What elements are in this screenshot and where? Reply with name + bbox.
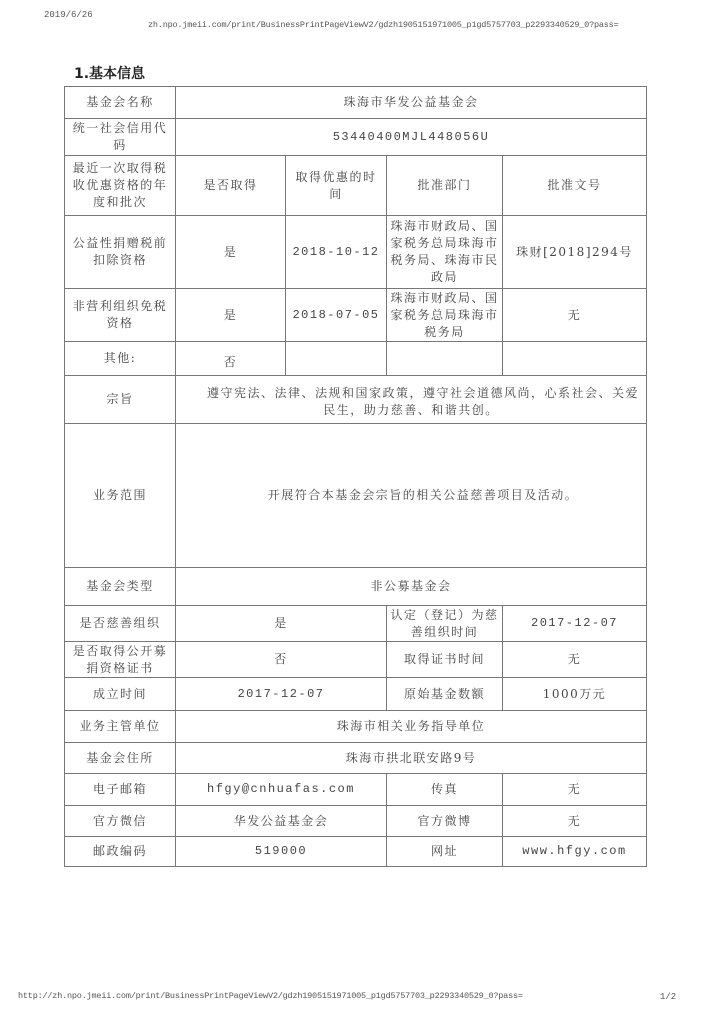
value-credit-code: 53440400MJL448056U	[176, 119, 647, 156]
value-public-fundraising: 否	[176, 642, 387, 678]
value-initial-fund: 1000万元	[503, 678, 647, 711]
label-supervisor: 业务主管单位	[65, 711, 176, 743]
value-business-scope	[176, 424, 647, 568]
value-charity-recognition-date: 2017-12-07	[503, 606, 647, 642]
page-number: 1/2	[660, 992, 677, 1002]
row-credit-code	[65, 119, 647, 156]
label-tax-qualification: 最近一次取得税收优惠资格的年度和批次	[65, 156, 176, 216]
row-public-fundraising	[65, 642, 647, 678]
row-foundation-type	[65, 568, 647, 606]
value-purpose	[176, 376, 647, 424]
label-website: 网址	[387, 837, 503, 867]
value-foundation-name: 珠海市华发公益基金会	[176, 87, 647, 119]
label-established: 成立时间	[65, 678, 176, 711]
label-address: 基金会住所	[65, 743, 176, 774]
tax-other-obtained: 否	[176, 342, 286, 376]
label-tax-exempt: 非营利组织免税资格	[65, 289, 176, 342]
value-wechat: 华发公益基金会	[176, 806, 387, 837]
label-charity-org: 是否慈善组织	[65, 606, 176, 642]
value-foundation-type: 非公募基金会	[176, 568, 647, 606]
tax-deduction-date: 2018-10-12	[286, 216, 387, 289]
value-charity-org: 是	[176, 606, 387, 642]
tax-deduction-doc-no: 珠财[2018]294号	[503, 216, 647, 289]
row-tax-exempt	[65, 289, 647, 342]
label-fax: 传真	[387, 774, 503, 806]
header-date: 取得优惠的时间	[286, 156, 387, 216]
business-scope-text: 开展符合本基金会宗旨的相关公益慈善项目及活动。	[267, 488, 579, 502]
label-postcode: 邮政编码	[65, 837, 176, 867]
row-tax-header	[65, 156, 647, 216]
label-email: 电子邮箱	[65, 774, 176, 806]
value-established: 2017-12-07	[176, 678, 387, 711]
label-weibo: 官方微博	[387, 806, 503, 837]
label-initial-fund: 原始基金数额	[387, 678, 503, 711]
header-obtained: 是否取得	[176, 156, 286, 216]
row-established	[65, 678, 647, 711]
tax-exempt-doc-no: 无	[503, 289, 647, 342]
label-wechat: 官方微信	[65, 806, 176, 837]
label-charity-recognition-date: 认定（登记）为慈善组织时间	[387, 606, 503, 642]
row-purpose	[65, 376, 647, 424]
label-tax-deduction: 公益性捐赠税前扣除资格	[65, 216, 176, 289]
label-certificate-date: 取得证书时间	[387, 642, 503, 678]
label-purpose: 宗旨	[65, 376, 176, 424]
row-tax-other	[65, 342, 647, 376]
label-foundation-type: 基金会类型	[65, 568, 176, 606]
row-charity-org	[65, 606, 647, 642]
value-website: www.hfgy.com	[503, 837, 647, 867]
value-address: 珠海市拱北联安路9号	[176, 743, 647, 774]
row-tax-deduction	[65, 216, 647, 289]
tax-other-department	[387, 342, 503, 376]
header-department: 批准部门	[387, 156, 503, 216]
value-supervisor: 珠海市相关业务指导单位	[176, 711, 647, 743]
value-certificate-date: 无	[503, 642, 647, 678]
value-fax: 无	[503, 774, 647, 806]
label-tax-other: 其他:	[65, 342, 176, 376]
row-wechat	[65, 806, 647, 837]
tax-deduction-department: 珠海市财政局、国家税务总局珠海市税务局、珠海市民政局	[387, 216, 503, 289]
value-email: hfgy@cnhuafas.com	[176, 774, 387, 806]
row-foundation-name	[65, 87, 647, 119]
section-title: 1.基本信息	[74, 66, 146, 82]
basic-info-table	[64, 86, 647, 867]
print-date: 2019/6/26	[44, 10, 93, 20]
value-weibo: 无	[503, 806, 647, 837]
label-foundation-name: 基金会名称	[65, 87, 176, 119]
row-supervisor	[65, 711, 647, 743]
purpose-text: 遵守宪法、法律、法规和国家政策，遵守社会道德风尚，心系社会、关爱民生，助力慈善、和谐共创。	[207, 385, 640, 417]
print-url-footer: http://zh.npo.jmeii.com/print/BusinessPrintPageViewV2/gdzh1905151971005_p1gd5757703_p2293340529_0?pass=	[18, 991, 523, 1001]
label-business-scope: 业务范围	[65, 424, 176, 568]
tax-deduction-obtained: 是	[176, 216, 286, 289]
tax-exempt-department: 珠海市财政局、国家税务总局珠海市税务局	[387, 289, 503, 342]
row-email	[65, 774, 647, 806]
tax-exempt-date: 2018-07-05	[286, 289, 387, 342]
value-postcode: 519000	[176, 837, 387, 867]
label-credit-code: 统一社会信用代码	[65, 119, 176, 156]
label-public-fundraising: 是否取得公开募捐资格证书	[65, 642, 176, 678]
row-postcode	[65, 837, 647, 867]
row-business-scope	[65, 424, 647, 568]
header-doc-no: 批准文号	[503, 156, 647, 216]
tax-other-doc-no	[503, 342, 647, 376]
tax-exempt-obtained: 是	[176, 289, 286, 342]
print-url-header: zh.npo.jmeii.com/print/BusinessPrintPageViewV2/gdzh1905151971005_p1gd5757703_p2293340529_0?pass=	[148, 20, 619, 30]
tax-other-date	[286, 342, 387, 376]
row-address	[65, 743, 647, 774]
